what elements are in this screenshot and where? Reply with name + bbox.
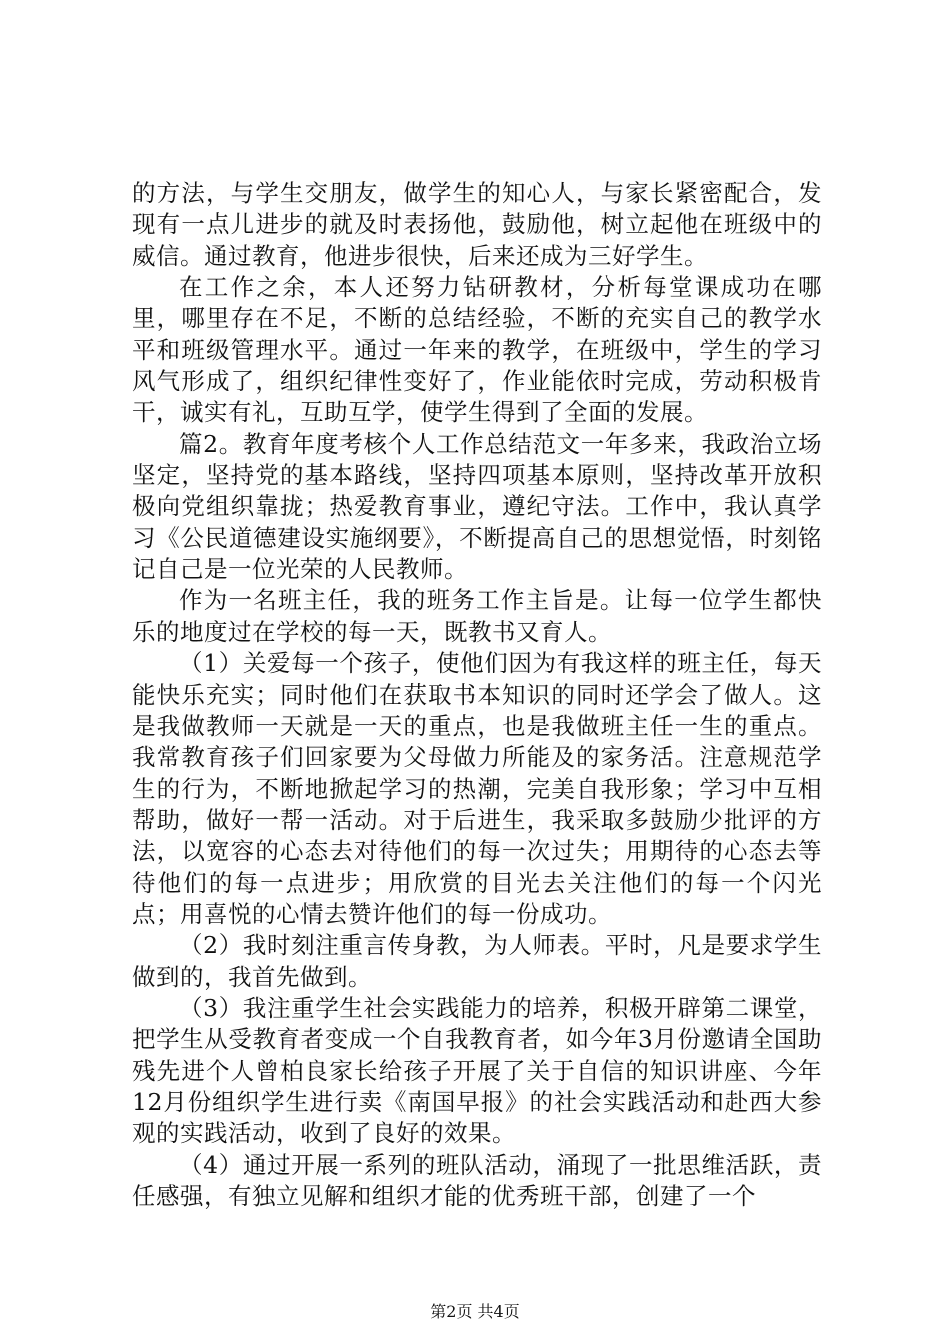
document-body bbox=[132, 178, 822, 1212]
paragraph-5: （1）关爱每一个孩子，使他们因为有我这样的班主任，每天能快乐充实；同时他们在获取书本知识的同时还学会了做人。这是我做教师一天就是一天的重点，也是我做班主任一生的重点。我常教育孩子们回家要为父母做力所能及的家务活。注意规范学生的行为，不断地掀起学习的热潮，完美自我形象；学习中互相帮助，做好一帮一活动。对于后进生，我采取多鼓励少批评的方法，以宽容的心态去对待他们的每一次过失；用期待的心态去等待他们的每一点进步；用欣赏的目光去关注他们的每一个闪光点；用喜悦的心情去赞许他们的每一份成功。 bbox=[132, 649, 822, 928]
paragraph-7: （3）我注重学生社会实践能力的培养，积极开辟第二课堂，把学生从受教育者变成一个自我教育者，如今年3月份邀请全国助残先进个人曾柏良家长给孩子开展了关于自信的知识讲座、今年12月份组织学生进行卖《南国早报》的社会实践活动和赴西大参观的实践活动，收到了良好的效果。 bbox=[132, 993, 822, 1148]
paragraph-4: 作为一名班主任，我的班务工作主旨是。让每一位学生都快乐的地度过在学校的每一天，既教书又育人。 bbox=[132, 586, 822, 646]
paragraph-8: （4）通过开展一系列的班队活动，涌现了一批思维活跃，责任感强，有独立见解和组织才能的优秀班干部，创建了一个 bbox=[132, 1150, 822, 1210]
paragraph-6: （2）我时刻注重言传身教，为人师表。平时，凡是要求学生做到的，我首先做到。 bbox=[132, 931, 822, 991]
paragraph-3: 篇2。教育年度考核个人工作总结范文一年多来，我政治立场坚定，坚持党的基本路线，坚持四项基本原则，坚持改革开放积极向党组织靠拢；热爱教育事业，遵纪守法。工作中，我认真学习《公民道德建设实施纲要》，不断提高自己的思想觉悟，时刻铭记自己是一位光荣的人民教师。 bbox=[132, 429, 822, 584]
page-footer: 第2页 共4页 bbox=[430, 1302, 520, 1321]
paragraph-2: 在工作之余，本人还努力钻研教材，分析每堂课成功在哪里，哪里存在不足，不断的总结经验，不断的充实自己的教学水平和班级管理水平。通过一年来的教学，在班级中，学生的学习风气形成了，组织纪律性变好了，作业能依时完成，劳动积极肯干，诚实有礼，互助互学，使学生得到了全面的发展。 bbox=[132, 273, 822, 427]
paragraph-1: 的方法，与学生交朋友，做学生的知心人，与家长紧密配合，发现有一点儿进步的就及时表扬他，鼓励他，树立起他在班级中的威信。通过教育，他进步很快，后来还成为三好学生。 bbox=[132, 179, 822, 270]
